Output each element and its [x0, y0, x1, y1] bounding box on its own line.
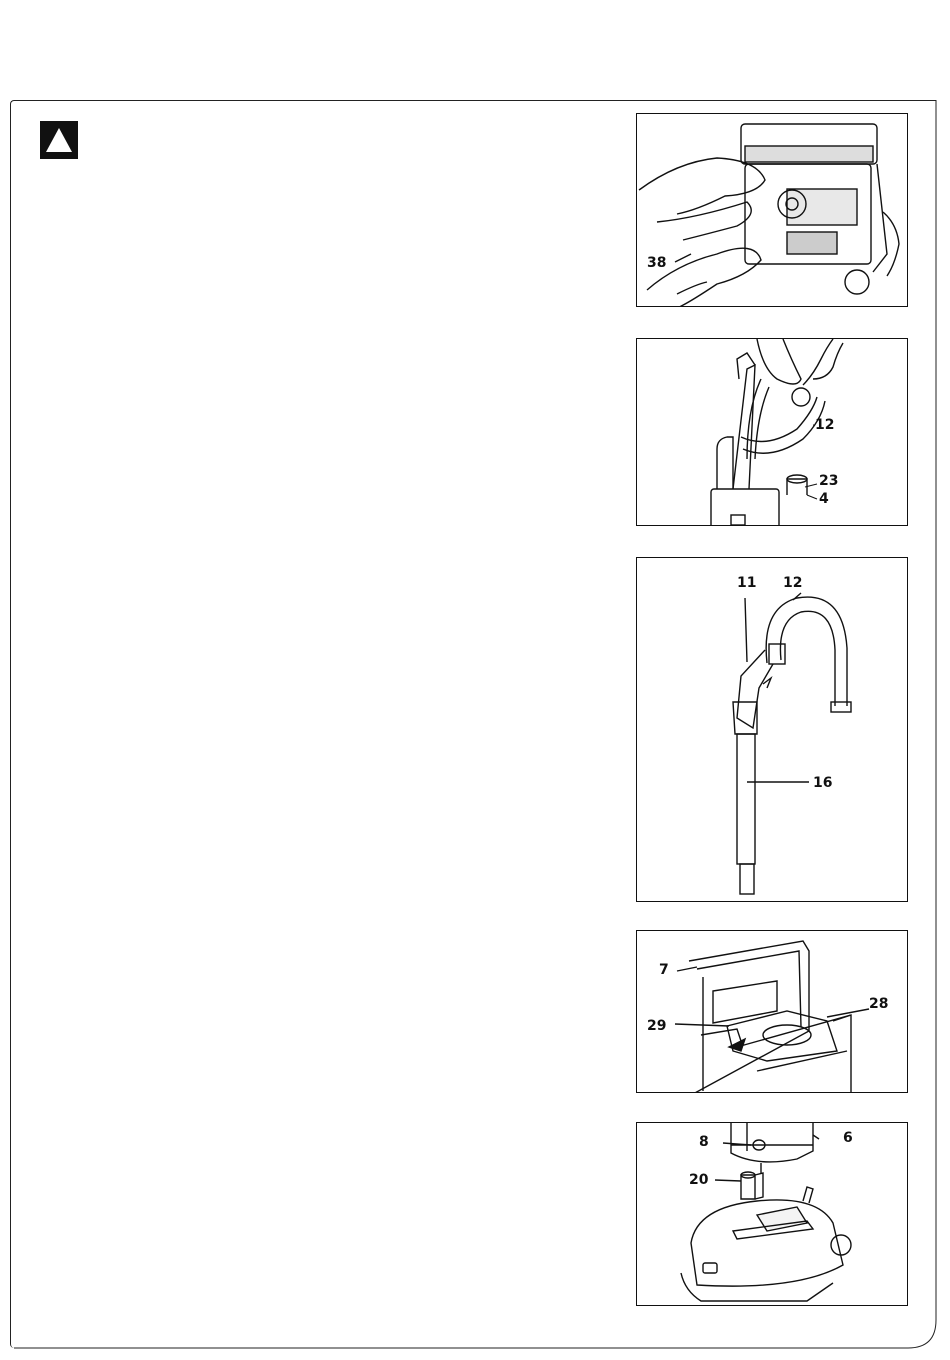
warning-triangle-icon	[45, 127, 73, 153]
figure-dust-bag-holder	[636, 930, 908, 1093]
callout-7: 7	[659, 962, 669, 978]
callout-28: 28	[869, 996, 889, 1012]
brush-roller-illustration	[637, 114, 908, 307]
callout-12: 12	[783, 575, 803, 591]
dust-bag-holder-illustration	[637, 931, 908, 1093]
callout-12: 12	[815, 417, 835, 433]
figure-hose-handle-tube	[636, 557, 908, 902]
callout-4: 4	[819, 491, 829, 507]
callout-23: 23	[819, 473, 839, 489]
callout-16: 16	[813, 775, 833, 791]
hose-handle-tube-illustration	[637, 558, 908, 902]
callout-6: 6	[843, 1130, 853, 1146]
filter-insertion-illustration	[637, 1123, 908, 1306]
figure-hose-removal	[636, 338, 908, 526]
callout-38: 38	[647, 255, 667, 271]
hose-removal-illustration	[637, 339, 908, 526]
callout-20: 20	[689, 1172, 709, 1188]
callout-8: 8	[699, 1134, 709, 1150]
callout-11: 11	[737, 575, 757, 591]
callout-29: 29	[647, 1018, 667, 1034]
warning-icon-box	[40, 121, 78, 159]
figure-brush-roller-release	[636, 113, 908, 307]
figure-filter-insertion	[636, 1122, 908, 1306]
